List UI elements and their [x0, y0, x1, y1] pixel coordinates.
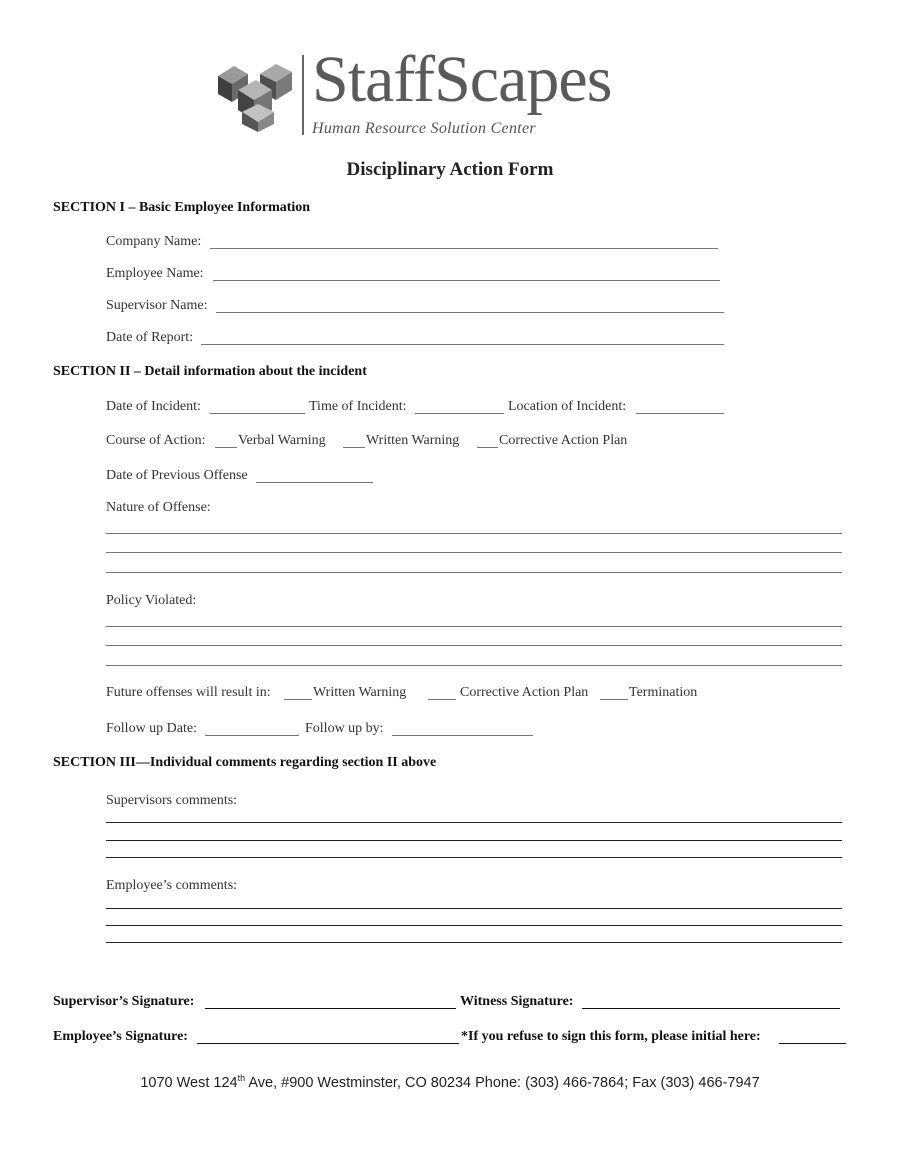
- employees-comments-line-3[interactable]: [106, 942, 842, 943]
- nature-of-offense-line-3[interactable]: [106, 572, 842, 573]
- employee-name-label: Employee Name:: [106, 266, 204, 281]
- policy-violated-line-1[interactable]: [106, 626, 842, 627]
- policy-violated-line-3[interactable]: [106, 665, 842, 666]
- date-of-report-label: Date of Report:: [106, 330, 194, 345]
- corrective-action-plan-label: Corrective Action Plan: [499, 433, 628, 448]
- employee-signature-field[interactable]: [197, 1043, 459, 1044]
- section-1-heading: SECTION I – Basic Employee Information: [53, 200, 311, 215]
- nature-of-offense-line-2[interactable]: [106, 552, 842, 553]
- footer-address: [0, 1073, 900, 1091]
- follow-up-by-field[interactable]: [392, 735, 533, 736]
- section-2-heading: SECTION II – Detail information about the incident: [53, 364, 367, 379]
- witness-signature-label: Witness Signature:: [460, 994, 574, 1009]
- future-termination-label: Termination: [629, 685, 698, 700]
- written-warning-label: Written Warning: [366, 433, 460, 448]
- employee-signature-label: Employee’s Signature:: [53, 1029, 188, 1044]
- course-of-action-label: Course of Action:: [106, 433, 206, 448]
- future-termination-checkbox[interactable]: [600, 699, 628, 700]
- supervisors-comments-line-3[interactable]: [106, 857, 842, 858]
- logo-divider: [302, 55, 304, 135]
- logo-wordmark: StaffScapes: [312, 43, 612, 116]
- supervisors-comments-line-2[interactable]: [106, 840, 842, 841]
- nature-of-offense-label: Nature of Offense:: [106, 500, 211, 515]
- follow-up-date-label: Follow up Date:: [106, 721, 197, 736]
- future-corrective-action-plan-checkbox[interactable]: [428, 699, 456, 700]
- time-of-incident-field[interactable]: [415, 413, 504, 414]
- supervisor-signature-field[interactable]: [205, 1008, 456, 1009]
- follow-up-by-label: Follow up by:: [305, 721, 384, 736]
- date-previous-offense-label: Date of Previous Offense: [106, 468, 248, 483]
- future-written-warning-label: Written Warning: [313, 685, 407, 700]
- supervisor-signature-label: Supervisor’s Signature:: [53, 994, 195, 1009]
- policy-violated-label: Policy Violated:: [106, 593, 197, 608]
- supervisor-name-field[interactable]: [216, 312, 724, 313]
- cube-logo-icon: [216, 60, 296, 132]
- location-of-incident-field[interactable]: [636, 413, 724, 414]
- company-name-label: Company Name:: [106, 234, 202, 249]
- future-written-warning-checkbox[interactable]: [284, 699, 312, 700]
- location-of-incident-label: Location of Incident:: [508, 399, 627, 414]
- follow-up-date-field[interactable]: [205, 735, 299, 736]
- verbal-warning-checkbox[interactable]: [215, 447, 237, 448]
- written-warning-checkbox[interactable]: [343, 447, 365, 448]
- employees-comments-line-2[interactable]: [106, 925, 842, 926]
- refuse-sign-note: *If you refuse to sign this form, please initial here:: [461, 1029, 761, 1044]
- employees-comments-label: Employee’s comments:: [106, 878, 238, 893]
- logo-tagline: Human Resource Solution Center: [312, 120, 536, 137]
- future-offenses-label: Future offenses will result in:: [106, 685, 271, 700]
- date-of-incident-label: Date of Incident:: [106, 399, 201, 414]
- footer-address-sup: th: [237, 1073, 246, 1083]
- company-name-field[interactable]: [210, 248, 718, 249]
- supervisors-comments-label: Supervisors comments:: [106, 793, 238, 808]
- policy-violated-line-2[interactable]: [106, 645, 842, 646]
- form-title: Disciplinary Action Form: [346, 159, 554, 180]
- future-corrective-action-plan-label: Corrective Action Plan: [460, 685, 589, 700]
- date-of-report-field[interactable]: [201, 344, 724, 345]
- witness-signature-field[interactable]: [582, 1008, 840, 1009]
- section-3-heading: SECTION III—Individual comments regarding section II above: [53, 755, 437, 770]
- employees-comments-line-1[interactable]: [106, 908, 842, 909]
- date-of-incident-field[interactable]: [210, 413, 305, 414]
- corrective-action-plan-checkbox[interactable]: [477, 447, 498, 448]
- footer-address-start: 1070 West 124: [140, 1074, 238, 1091]
- footer-address-end: Ave, #900 Westminster, CO 80234 Phone: (303) 466-7864; Fax (303) 466-7947: [245, 1074, 760, 1091]
- nature-of-offense-line-1[interactable]: [106, 533, 842, 534]
- date-previous-offense-field[interactable]: [256, 482, 373, 483]
- verbal-warning-label: Verbal Warning: [238, 433, 326, 448]
- initial-field[interactable]: [779, 1043, 846, 1044]
- supervisor-name-label: Supervisor Name:: [106, 298, 208, 313]
- employee-name-field[interactable]: [213, 280, 720, 281]
- time-of-incident-label: Time of Incident:: [309, 399, 407, 414]
- supervisors-comments-line-1[interactable]: [106, 822, 842, 823]
